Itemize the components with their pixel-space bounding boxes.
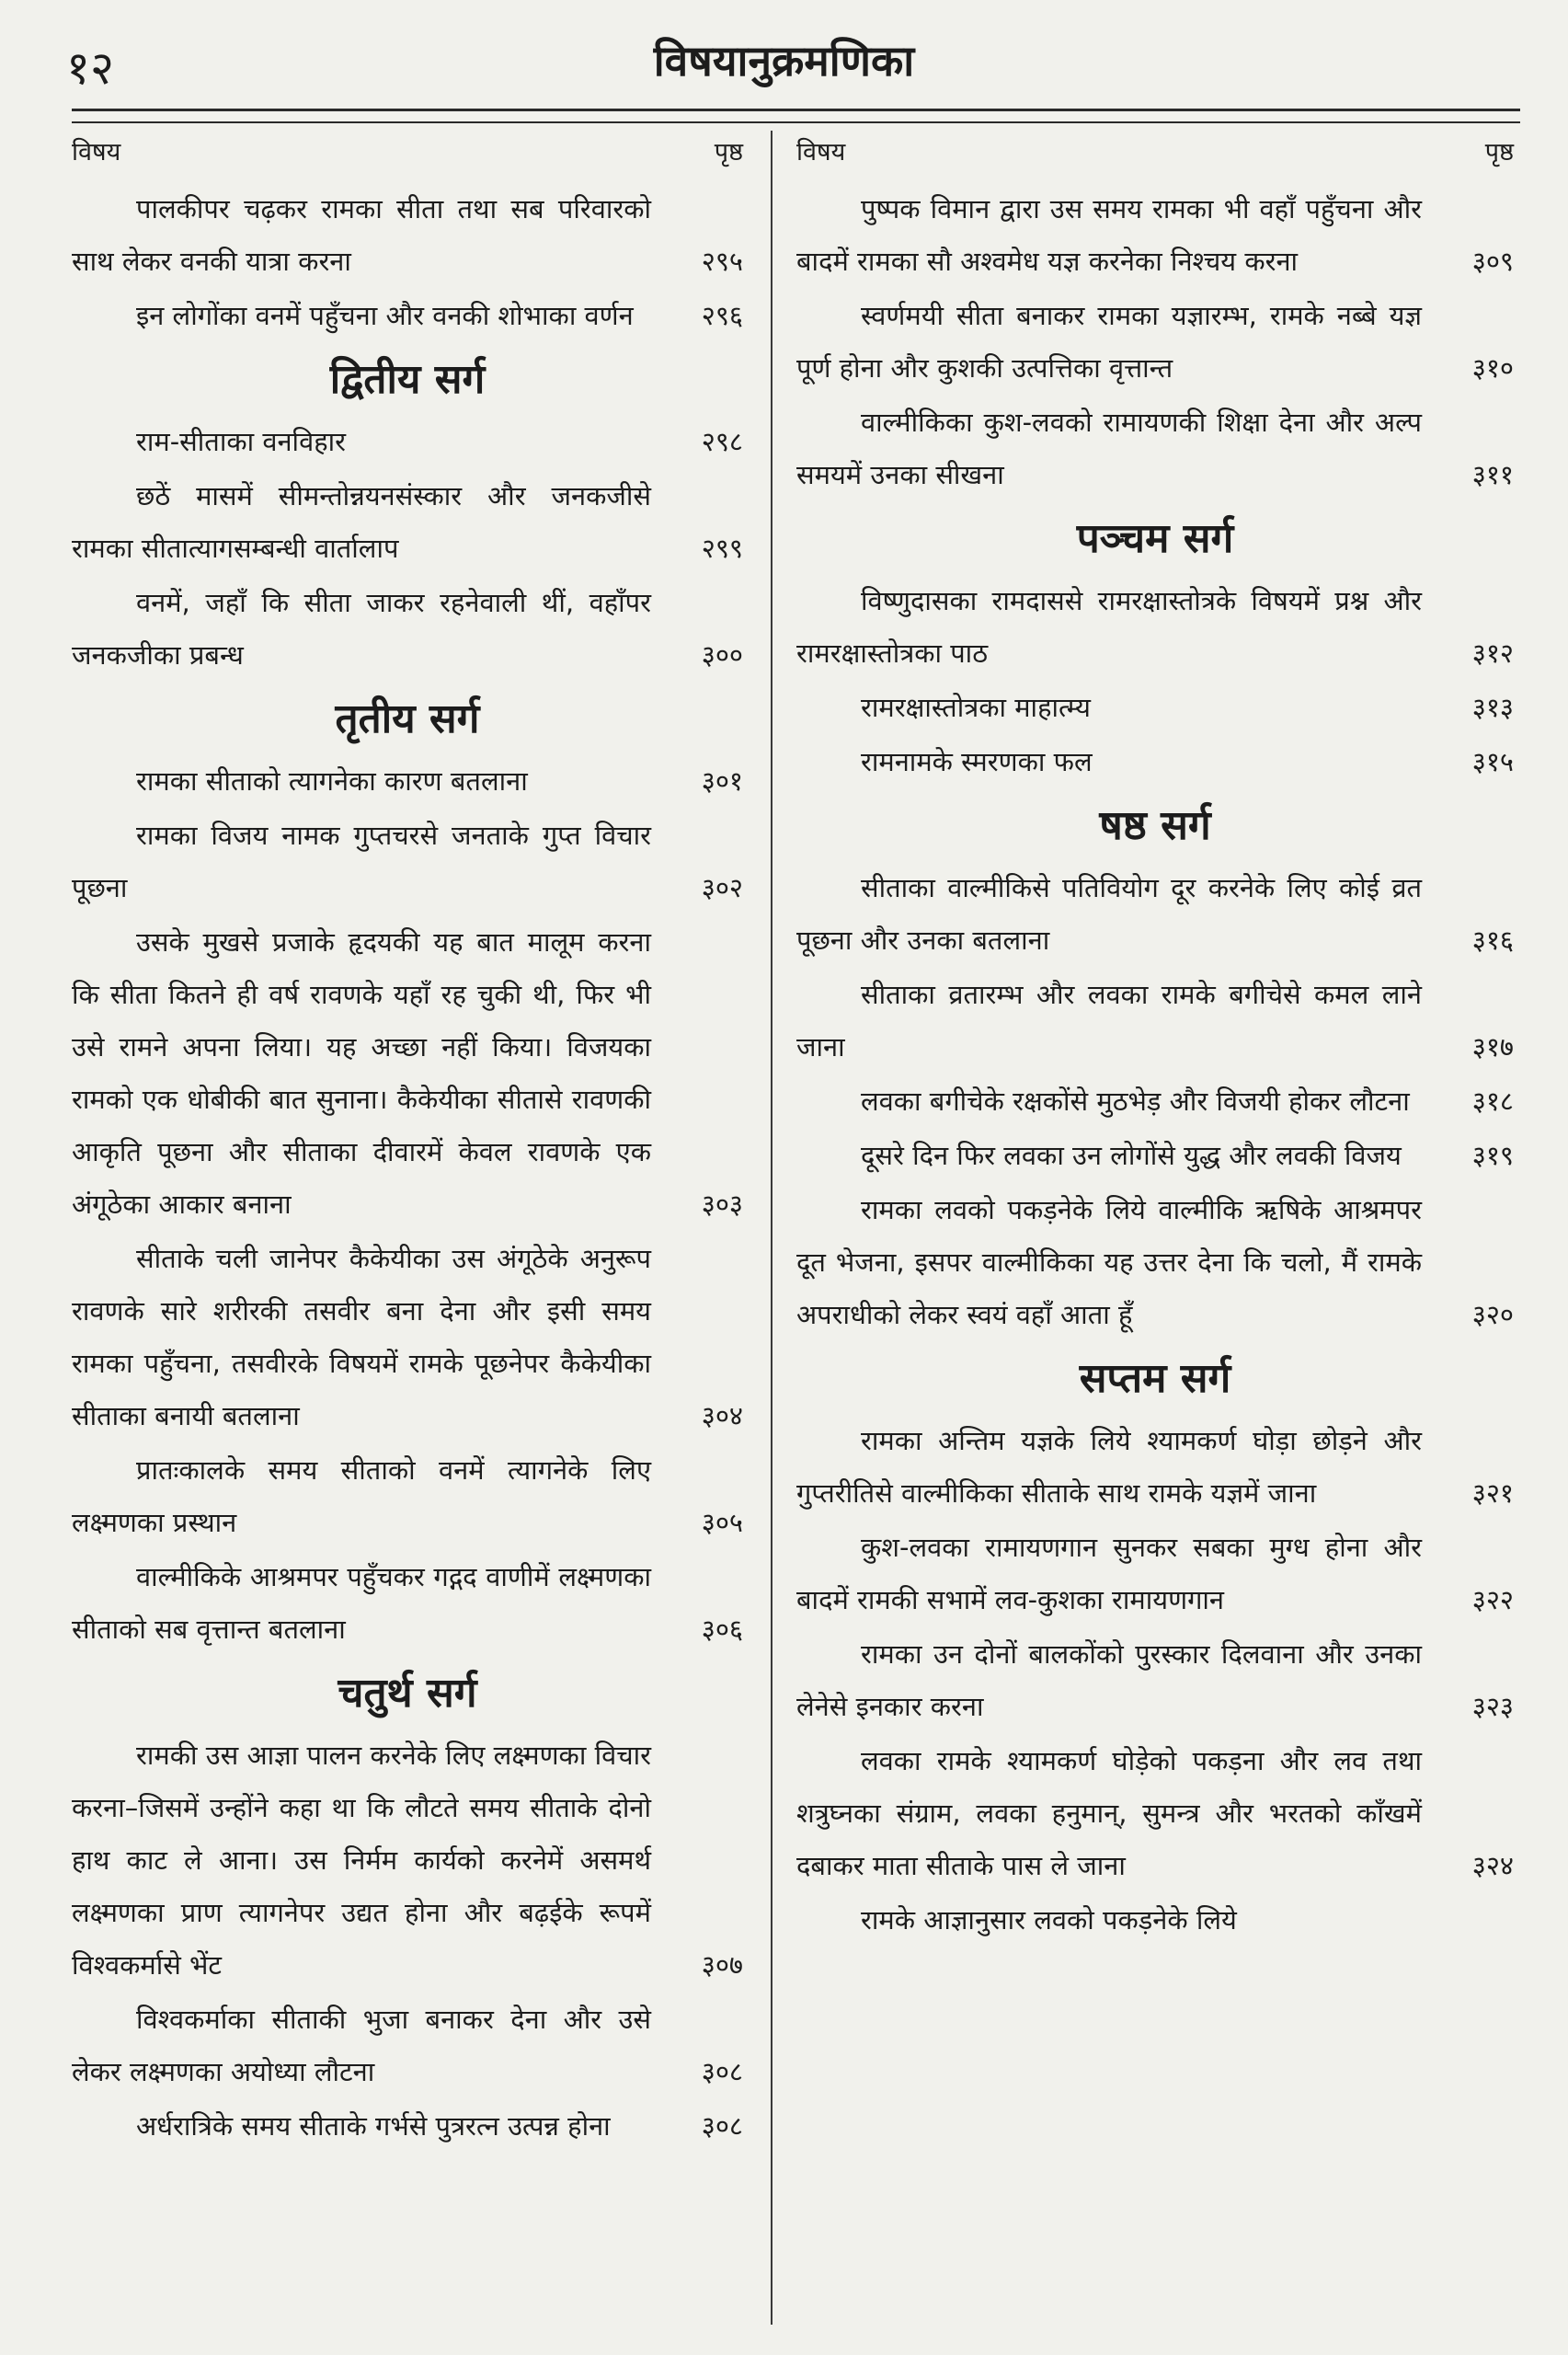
toc-page-number: ३१७ [1471, 1031, 1514, 1063]
toc-entry-text: रामनामके स्मरणका फल [861, 746, 1093, 777]
toc-entry [796, 1894, 1514, 1947]
toc-entry [796, 862, 1514, 967]
toc-entry-text: वाल्मीकिके आश्रमपर पहुँचकर गद्गद वाणीमें लक्ष्मणका सीताको सब वृत्तान्त बतलाना [72, 1561, 651, 1645]
toc-page-number: ३२३ [1471, 1691, 1514, 1722]
toc-entry-text: वनमें, जहाँ कि सीता जाकर रहनेवाली थीं, वहाँपर जनकजीका प्रबन्ध [72, 587, 651, 671]
toc-entry-text: स्वर्णमयी सीता बनाकर रामका यज्ञारम्भ, रामके नब्बे यज्ञ पूर्ण होना और कुशकी उत्पत्तिका वृत्तान्त [796, 300, 1422, 384]
right-column [796, 133, 1514, 1948]
toc-entry-text: कुश-लवका रामायणगान सुनकर सबका मुग्ध होना और बादमें रामकी सभामें लव-कुशका रामायणगान [796, 1532, 1422, 1615]
toc-entry-text: सीताका वाल्मीकिसे पतिवियोग दूर करनेके लिए कोई व्रत पूछना और उनका बतलाना [796, 872, 1422, 956]
toc-page-number: ३२१ [1471, 1477, 1514, 1509]
toc-entry [72, 1729, 743, 1992]
toc-entry [72, 916, 743, 1231]
toc-entry-text: सीताके चली जानेपर कैकेयीका उस अंगूठेके अनुरूप रावणके सारे शरीरकी तसवीर बना देना और इसी समय रामका पहुँचना, तसवीरके विषयमें रामके पूछनेपर कैकेयीका सीताका बनायी बतलाना [72, 1243, 651, 1431]
section-heading: सप्तम सर्ग [1079, 1355, 1231, 1402]
toc-entry-text: लवका रामके श्यामकर्ण घोड़ेको पकड़ना और लव तथा शत्रुघ्नका संग्राम, लवका हनुमान्, सुमन्त्र और भरतको काँखमें दबाकर माता सीताके पास ले जाना [796, 1745, 1422, 1881]
column-header [72, 133, 743, 183]
toc-entry-text: छठें मासमें सीमन्तोन्नयनसंस्कार और जनकजीसे रामका सीतात्यागसम्बन्धी वार्तालाप [72, 480, 651, 564]
toc-entry-text: रामका उन दोनों बालकोंको पुरस्कार दिलवाना और उनका लेनेसे इनकार करना [796, 1638, 1422, 1722]
toc-page-number: ३०८ [701, 2110, 743, 2142]
toc-entry-text: इन लोगोंका वनमें पहुँचना और वनकी शोभाका वर्णन [136, 300, 634, 331]
toc-page-number: ३०३ [701, 1189, 743, 1220]
header-rule-thin [72, 121, 1520, 123]
section-heading: द्वितीय सर्ग [329, 356, 486, 403]
toc-page-number: ३१९ [1471, 1140, 1514, 1171]
toc-page-number: ३०१ [701, 765, 743, 797]
toc-entry-text: रामके आज्ञानुसार लवको पकड़नेके लिये [861, 1904, 1237, 1936]
toc-page-number: ३२४ [1471, 1850, 1514, 1881]
toc-entry-text: रामकी उस आज्ञा पालन करनेके लिए लक्ष्मणका विचार करना–जिसमें उन्होंने कहा था कि लौटते समय सीताके दोनो हाथ काट ले आना। उस निर्मम कार्यको करनेमें असमर्थ लक्ष्मणका प्राण त्यागनेपर उद्यत होना और बढ़ईके रूपमें विश्वकर्मासे भेंट [72, 1740, 651, 1981]
toc-entry [796, 575, 1514, 680]
toc-entry-text: विष्णुदासका रामदाससे रामरक्षास्तोत्रके विषयमें प्रश्न और रामरक्षास्तोत्रका पाठ [796, 585, 1422, 669]
toc-entry [796, 1075, 1514, 1128]
toc-entry-text: प्रातःकालके समय सीताको वनमें त्यागनेके लिए लक्ष्मणका प्रस्थान [72, 1454, 651, 1538]
toc-entry [796, 1184, 1514, 1341]
page-number: १२ [66, 41, 114, 95]
toc-entry [72, 470, 743, 575]
toc-entry-text: अर्धरात्रिके समय सीताके गर्भसे पुत्ररत्न उत्पन्न होना [136, 2110, 611, 2142]
toc-entry [72, 2100, 743, 2153]
toc-page-number: ३०६ [701, 1614, 743, 1645]
page-label: पृष्ठ [1484, 138, 1514, 167]
page-title: विषयानुक्रमणिका [653, 36, 915, 86]
toc-entry-text: विश्वकर्माका सीताकी भुजा बनाकर देना और उसे लेकर लक्ष्मणका अयोध्या लौटना [72, 2004, 651, 2087]
subject-label: विषय [796, 138, 846, 167]
toc-entry [796, 682, 1514, 734]
left-column [72, 133, 743, 2154]
toc-entry-text: रामका अन्तिम यज्ञके लिये श्यामकर्ण घोड़ा छोड़ने और गुप्तरीतिसे वाल्मीकिका सीताके साथ रामके यज्ञमें जाना [796, 1425, 1422, 1509]
toc-entry-text: रामका विजय नामक गुप्तचरसे जनताके गुप्त विचार पूछना [72, 820, 651, 903]
section-heading: षष्ठ सर्ग [1099, 802, 1211, 849]
toc-entry [796, 1522, 1514, 1626]
toc-page-number: ३११ [1471, 459, 1514, 490]
toc-page-number: २९५ [701, 246, 743, 277]
toc-entry [72, 290, 743, 342]
toc-entry-text: वाल्मीकिका कुश-लवको रामायणकी शिक्षा देना और अल्प समयमें उनका सीखना [796, 407, 1422, 490]
toc-entry [796, 736, 1514, 788]
section-heading: पञ्चम सर्ग [1076, 515, 1234, 562]
toc-page-number: ३१० [1471, 352, 1514, 384]
toc-list [72, 183, 743, 2153]
toc-page-number: २९८ [701, 426, 743, 457]
toc-entry [72, 755, 743, 808]
toc-entry [72, 577, 743, 682]
toc-page-number: ३०२ [701, 872, 743, 903]
toc-entry-text: उसके मुखसे प्रजाके हृदयकी यह बात मालूम करना कि सीता कितने ही वर्ष रावणके यहाँ रह चुकी थी, फिर भी उसे रामने अपना लिया। यह अच्छा नहीं किया। विजयका रामको एक धोबीकी बात सुनाना। कैकेयीका सीतासे रावणकी आकृति पूछना और सीताका दीवारमें केवल रावणके एक अंगूठेका आकार बनाना [72, 926, 651, 1220]
toc-page-number: ३१६ [1471, 925, 1514, 956]
toc-page-number: ३१५ [1471, 746, 1514, 777]
section-heading: तृतीय सर्ग [335, 695, 480, 742]
toc-entry-text: लवका बगीचेके रक्षकोंसे मुठभेड़ और विजयी होकर लौटना [861, 1086, 1410, 1117]
toc-entry [796, 396, 1514, 501]
toc-entry [796, 969, 1514, 1074]
toc-entry-text: रामका सीताको त्यागनेका कारण बतलाना [136, 765, 528, 797]
toc-entry-text: राम-सीताका वनविहार [136, 426, 346, 457]
toc-page-number: ३०८ [701, 2056, 743, 2087]
toc-entry [796, 1628, 1514, 1733]
toc-page-number: ३१२ [1471, 638, 1514, 669]
toc-entry [796, 290, 1514, 395]
toc-entry [72, 1233, 743, 1442]
subject-label: विषय [72, 138, 121, 167]
toc-entry [72, 1551, 743, 1656]
toc-page-number: ३०९ [1471, 246, 1514, 277]
toc-page-number: ३०० [701, 639, 743, 671]
toc-entry-text: रामका लवको पकड़नेके लिये वाल्मीकि ऋषिके आश्रमपर दूत भेजना, इसपर वाल्मीकिका यह उत्तर देना कि चलो, मैं रामके अपराधीको लेकर स्वयं वहाँ आता हूँ [796, 1194, 1422, 1330]
toc-page-number: २९९ [701, 533, 743, 564]
toc-page-number: ३०७ [701, 1949, 743, 1981]
toc-entry-text: पुष्पक विमान द्वारा उस समय रामका भी वहाँ पहुँचना और बादमें रामका सौ अश्वमेध यज्ञ करनेका निश्चय करना [796, 193, 1422, 277]
column-divider [771, 131, 773, 2325]
toc-entry-text: सीताका व्रतारम्भ और लवका रामके बगीचेसे कमल लाने जाना [796, 979, 1422, 1063]
toc-entry-text: रामरक्षास्तोत्रका माहात्म्य [861, 692, 1091, 723]
column-header [796, 133, 1514, 183]
header-rule [72, 109, 1520, 111]
toc-entry [72, 1444, 743, 1549]
toc-entry-text: पालकीपर चढ़कर रामका सीता तथा सब परिवारको साथ लेकर वनकी यात्रा करना [72, 193, 651, 277]
toc-entry [72, 1993, 743, 2098]
toc-page-number: ३०५ [701, 1507, 743, 1538]
toc-page-number: ३०४ [701, 1400, 743, 1431]
toc-list [796, 183, 1514, 1947]
toc-entry [796, 1130, 1514, 1182]
toc-page-number: ३१८ [1471, 1086, 1514, 1117]
section-heading: चतुर्थ सर्ग [338, 1670, 477, 1717]
toc-page-number: ३१३ [1471, 692, 1514, 723]
page-label: पृष्ठ [714, 138, 743, 167]
toc-page-number: ३२२ [1471, 1584, 1514, 1615]
toc-entry [796, 1415, 1514, 1520]
toc-page-number: २९६ [701, 300, 743, 331]
toc-entry [796, 183, 1514, 288]
toc-entry [72, 810, 743, 914]
toc-page-number: ३२० [1471, 1299, 1514, 1330]
toc-entry [72, 183, 743, 288]
toc-entry [796, 1735, 1514, 1892]
toc-entry-text: दूसरे दिन फिर लवका उन लोगोंसे युद्ध और लवकी विजय [861, 1140, 1402, 1171]
toc-entry [72, 416, 743, 468]
